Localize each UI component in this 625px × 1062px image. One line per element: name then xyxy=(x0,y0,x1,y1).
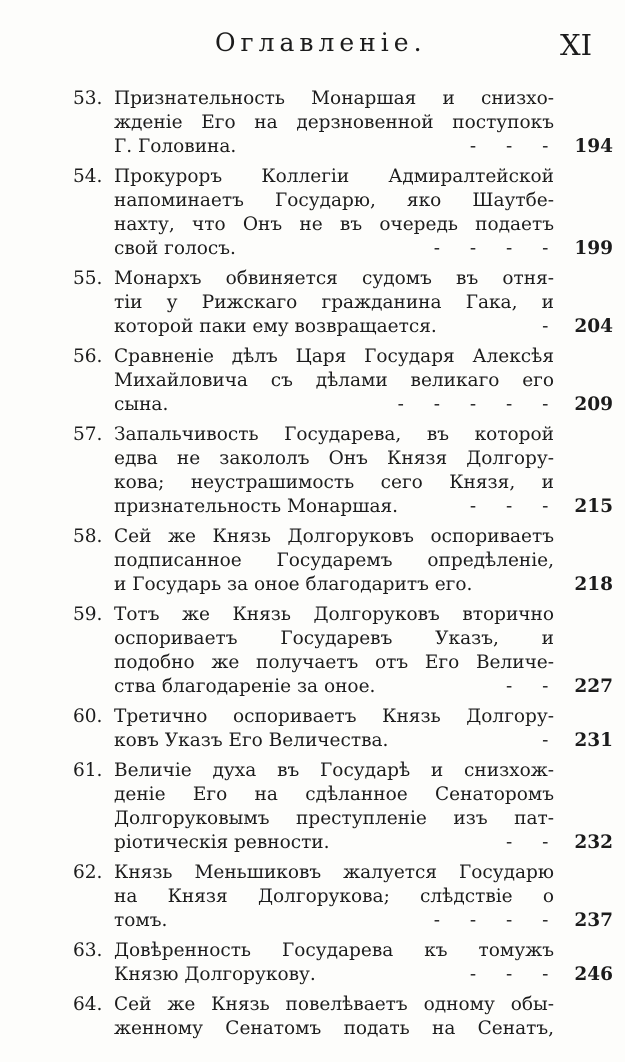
table-of-contents xyxy=(0,87,625,1047)
toc-line xyxy=(0,573,625,597)
entry-text: сына. xyxy=(114,394,169,415)
entry-page-number: 194 xyxy=(574,136,613,157)
toc-entry xyxy=(0,423,625,519)
entry-text: Запальчивость Государева, въ которой xyxy=(114,424,554,445)
toc-entry xyxy=(0,165,625,261)
entry-text: Князь Меньшиковъ жалуется Государю xyxy=(114,862,554,883)
toc-line xyxy=(0,1017,625,1041)
toc-line xyxy=(0,603,625,627)
entry-page-number: 199 xyxy=(574,238,613,259)
toc-line xyxy=(0,135,625,159)
entry-number: 57. xyxy=(73,424,103,445)
entry-text: Г. Головина. xyxy=(114,136,237,157)
entry-page-number: 237 xyxy=(574,910,613,931)
entry-text: томъ. xyxy=(114,910,168,931)
toc-line xyxy=(0,549,625,573)
entry-text: свой голосъ. xyxy=(114,238,236,259)
entry-text: Сей же Князь Долгоруковъ оспориваетъ xyxy=(114,526,554,547)
entry-number: 63. xyxy=(73,940,103,961)
entry-number: 62. xyxy=(73,862,103,883)
toc-line xyxy=(0,729,625,753)
toc-line xyxy=(0,267,625,291)
toc-line xyxy=(0,993,625,1017)
entry-text: Князю Долгорукову. xyxy=(114,964,316,985)
entry-page-number: 204 xyxy=(574,316,613,337)
toc-line xyxy=(0,807,625,831)
toc-entry xyxy=(0,87,625,159)
entry-number: 60. xyxy=(73,706,103,727)
entry-page-number: 215 xyxy=(574,496,613,517)
toc-entry xyxy=(0,345,625,417)
entry-text: подобно же получаетъ отъ Его Величе- xyxy=(114,652,554,673)
dot-leader: - - - - - xyxy=(397,394,561,415)
toc-line xyxy=(0,759,625,783)
page-number: XI xyxy=(560,28,593,62)
page-title: Оглавленіе. xyxy=(215,28,427,57)
toc-line xyxy=(0,525,625,549)
toc-line xyxy=(0,675,625,699)
toc-line xyxy=(0,783,625,807)
toc-line xyxy=(0,705,625,729)
toc-entry xyxy=(0,705,625,753)
toc-line xyxy=(0,423,625,447)
entry-text: нахту, что Онъ не въ очередь подаетъ xyxy=(114,214,554,235)
entry-text: ріотическія ревности. xyxy=(114,832,330,853)
entry-number: 54. xyxy=(73,166,103,187)
toc-line xyxy=(0,963,625,987)
toc-line xyxy=(0,651,625,675)
entry-page-number: 231 xyxy=(574,730,613,751)
entry-text: и Государь за оное благодаритъ его. xyxy=(114,574,473,595)
toc-line xyxy=(0,213,625,237)
toc-line xyxy=(0,627,625,651)
entry-number: 55. xyxy=(73,268,103,289)
toc-entry xyxy=(0,603,625,699)
entry-text: женному Сенатомъ подать на Сенатъ, xyxy=(114,1018,554,1039)
entry-text: Монархъ обвиняется судомъ въ отня- xyxy=(114,268,554,289)
toc-line xyxy=(0,315,625,339)
dot-leader: - - - xyxy=(469,136,561,157)
entry-text: Михайловича съ дѣлами великаго его xyxy=(114,370,554,391)
entry-text: жденіе Его на дерзновенной поступокъ xyxy=(114,112,554,133)
dot-leader: - - - xyxy=(469,496,561,517)
toc-line xyxy=(0,447,625,471)
dot-leader: - xyxy=(542,316,561,337)
entry-number: 59. xyxy=(73,604,103,625)
toc-entry xyxy=(0,525,625,597)
toc-line xyxy=(0,369,625,393)
entry-text: Прокуроръ Коллегіи Адмиралтейской xyxy=(114,166,554,187)
toc-line xyxy=(0,831,625,855)
toc-entry xyxy=(0,861,625,933)
entry-text: Сей же Князь повелѣваетъ одному обы- xyxy=(114,994,554,1015)
entry-text: деніе Его на сдѣланное Сенаторомъ xyxy=(114,784,554,805)
entry-page-number: 227 xyxy=(574,676,613,697)
entry-number: 61. xyxy=(73,760,103,781)
toc-line xyxy=(0,861,625,885)
dot-leader: - - xyxy=(505,676,561,697)
toc-line xyxy=(0,237,625,261)
entry-text: Сравненіе дѣлъ Царя Государя Алексѣя xyxy=(114,346,554,367)
toc-line xyxy=(0,471,625,495)
toc-entry xyxy=(0,939,625,987)
toc-entry xyxy=(0,759,625,855)
dot-leader: - - - - xyxy=(433,910,561,931)
dot-leader: - - - xyxy=(469,964,561,985)
page-header xyxy=(0,28,625,68)
entry-text: Третично оспориваетъ Князь Долгору- xyxy=(114,706,554,727)
toc-line xyxy=(0,291,625,315)
dot-leader: - xyxy=(542,730,561,751)
toc-line xyxy=(0,495,625,519)
toc-line xyxy=(0,345,625,369)
dot-leader: - - - - xyxy=(433,238,561,259)
toc-line xyxy=(0,189,625,213)
toc-line xyxy=(0,939,625,963)
toc-line xyxy=(0,111,625,135)
entry-text: которой паки ему возвращается. xyxy=(114,316,437,337)
entry-page-number: 232 xyxy=(574,832,613,853)
toc-line xyxy=(0,87,625,111)
entry-text: Признательность Монаршая и снизхо- xyxy=(114,88,554,109)
entry-page-number: 209 xyxy=(574,394,613,415)
entry-text: Величіе духа въ Государѣ и снизхож- xyxy=(114,760,554,781)
toc-line xyxy=(0,885,625,909)
entry-number: 64. xyxy=(73,994,103,1015)
entry-text: на Князя Долгорукова; слѣдствіе о xyxy=(114,886,554,907)
entry-text: Тотъ же Князь Долгоруковъ вторично xyxy=(114,604,554,625)
entry-text: Долгоруковымъ преступленіе изъ пат- xyxy=(114,808,554,829)
entry-text: признательность Монаршая. xyxy=(114,496,399,517)
dot-leader: - - xyxy=(505,832,561,853)
entry-text: Довѣренность Государева къ томужъ xyxy=(114,940,554,961)
entry-text: кова; неустрашимость сего Князя, и xyxy=(114,472,554,493)
entry-text: едва не закололъ Онъ Князя Долгору- xyxy=(114,448,554,469)
toc-line xyxy=(0,909,625,933)
entry-number: 53. xyxy=(73,88,103,109)
entry-text: оспориваетъ Государевъ Указъ, и xyxy=(114,628,554,649)
entry-text: ства благодареніе за оное. xyxy=(114,676,376,697)
entry-page-number: 246 xyxy=(574,964,613,985)
entry-text: подписанное Государемъ опредѣленіе, xyxy=(114,550,554,571)
entry-text: напоминаетъ Государю, яко Шаутбе- xyxy=(114,190,554,211)
toc-line xyxy=(0,165,625,189)
toc-entry xyxy=(0,993,625,1041)
toc-entry xyxy=(0,267,625,339)
entry-page-number: 218 xyxy=(574,574,613,595)
entry-number: 56. xyxy=(73,346,103,367)
entry-number: 58. xyxy=(73,526,103,547)
entry-text: тіи у Рижскаго гражданина Гака, и xyxy=(114,292,554,313)
entry-text: ковъ Указъ Его Величества. xyxy=(114,730,389,751)
toc-line xyxy=(0,393,625,417)
